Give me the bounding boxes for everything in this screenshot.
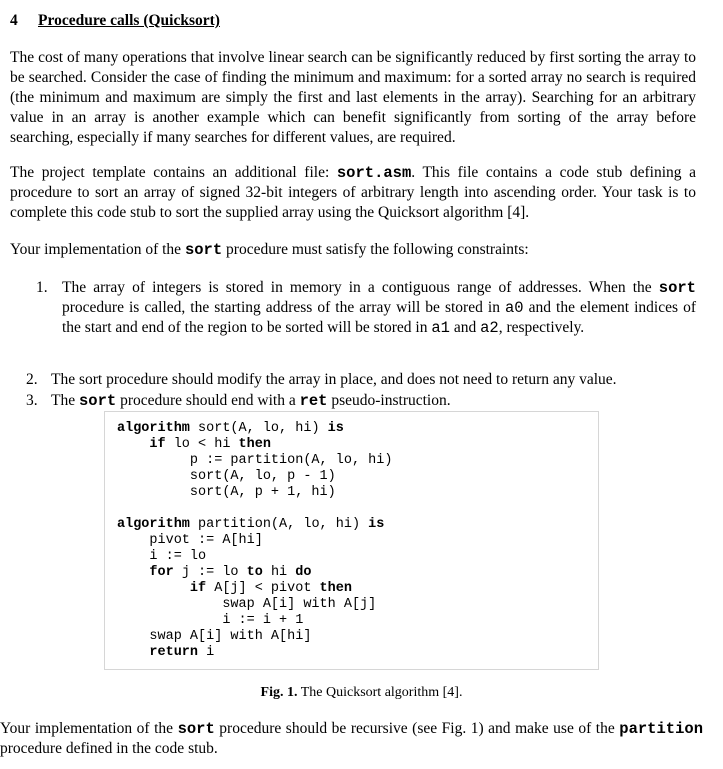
code-line: [117, 581, 392, 597]
code-text: [117, 645, 149, 660]
code-text: i := lo: [117, 549, 207, 564]
inline-code: a1: [431, 319, 450, 337]
code-line: [117, 613, 392, 629]
paragraph-template-text-2: . This file contains a code stub defining a procedure to sort an array of signed 32-bit integers of arbitrary length into ascending order. Your task is to complete this code stub to sort the supplied array using the Quicksort algorithm [4].: [10, 164, 696, 221]
code-text: i: [198, 645, 215, 660]
list-item-text: and the element indices of the start and end of the region to be sorted will be stored in: [62, 299, 696, 336]
code-keyword: then: [238, 437, 271, 452]
list-item-text: pseudo-instruction.: [327, 392, 451, 409]
list-item-text: procedure should end with a: [116, 392, 300, 409]
code-line: [117, 597, 392, 613]
paragraph-constraints-intro: [10, 240, 696, 260]
code-keyword: return: [149, 645, 199, 660]
code-text: p := partition(A, lo, hi): [117, 453, 393, 468]
code-keyword: to: [246, 565, 263, 580]
code-text: [117, 581, 190, 596]
list-item-text: and: [449, 319, 481, 336]
inline-code: sort: [78, 392, 117, 410]
code-text: swap A[i] with A[hi]: [117, 629, 312, 644]
code-text: sort(A, lo, p - 1): [117, 469, 336, 484]
list-item-text: procedure is called, the starting address of the array will be stored in: [62, 299, 505, 316]
list-item-text: The array of integers is stored in memory in a contiguous range of addresses. When the: [62, 279, 659, 296]
code-figure: [104, 411, 599, 670]
final-text: procedure should be recursive (see Fig. 1) and make use of the: [214, 720, 620, 737]
filename-code: sort.asm: [336, 164, 412, 182]
section-number: 4: [10, 12, 18, 29]
sort-code: sort: [184, 241, 223, 259]
paragraph-intro-text: The cost of many operations that involve linear search can be significantly reduced by first sorting the array to be searched. Consider the case of finding the minimum and maximum: for a sorted array no search is required (the minimum and maximum are simply the first and last elements in the array). Searching for an arbitrary value in an array is another example which can benefit significantly from sorting of the array before searching, especially if many searches for different values, are required.: [10, 49, 696, 146]
list-item-text: , respectively.: [498, 319, 585, 336]
list-marker: 1.: [36, 279, 48, 296]
caption-label: Fig. 1.: [260, 685, 298, 700]
paragraph-template-text: The project template contains an additional file:: [10, 164, 337, 181]
code-text: pivot := A[hi]: [117, 533, 263, 548]
code-line: [117, 549, 392, 565]
inline-code: sort: [658, 279, 696, 297]
pseudocode-block: [117, 421, 392, 661]
code-text: sort(A, lo, hi): [189, 421, 328, 436]
code-keyword: algorithm: [117, 517, 190, 532]
code-line: [117, 517, 392, 533]
code-line: [117, 421, 392, 437]
code-keyword: is: [368, 517, 385, 532]
code-line: [117, 501, 392, 517]
paragraph-final: [0, 719, 703, 759]
code-text: hi: [262, 565, 296, 580]
paragraph-intro: [10, 48, 696, 148]
paragraph-template: [10, 163, 696, 223]
final-text: procedure defined in the code stub.: [0, 740, 218, 757]
code-text: [117, 437, 149, 452]
inline-code: ret: [299, 392, 328, 410]
section-title: Procedure calls (Quicksort): [38, 12, 220, 29]
caption-text: The Quicksort algorithm [4].: [297, 685, 463, 700]
code-text: partition(A, lo, hi): [189, 517, 369, 532]
list-marker: 3.: [26, 392, 38, 409]
figure-caption: [0, 683, 723, 703]
list-item-text: The: [51, 392, 79, 409]
code-line: [117, 437, 392, 453]
code-keyword: for: [149, 565, 174, 580]
code-text: sort(A, p + 1, hi): [117, 485, 336, 500]
code-keyword: if: [189, 581, 207, 596]
list-item-text: The sort procedure should modify the array in place, and does not need to return any value.: [51, 371, 617, 388]
inline-code: sort: [177, 720, 215, 738]
code-text: [117, 565, 149, 580]
code-line: [117, 629, 392, 645]
code-text: lo < hi: [165, 437, 239, 452]
code-keyword: if: [149, 437, 166, 452]
constraints-intro-text: Your implementation of the: [10, 241, 185, 258]
code-text: j := lo: [173, 565, 247, 580]
code-text: i := i + 1: [117, 613, 304, 628]
inline-code: partition: [619, 720, 703, 738]
section-heading: [10, 11, 220, 31]
code-text: swap A[i] with A[j]: [117, 597, 377, 612]
inline-code: a2: [480, 319, 499, 337]
final-text: Your implementation of the: [0, 720, 178, 737]
list-marker: 2.: [26, 371, 38, 388]
code-line: [117, 533, 392, 549]
code-line: [117, 485, 392, 501]
code-keyword: algorithm: [117, 421, 190, 436]
code-text: A[j] < pivot: [206, 581, 320, 596]
constraints-intro-text-2: procedure must satisfy the following constraints:: [222, 241, 529, 258]
code-line: [117, 469, 392, 485]
code-line: [117, 453, 392, 469]
code-keyword: then: [319, 581, 352, 596]
code-line: [117, 565, 392, 581]
code-keyword: do: [295, 565, 312, 580]
code-line: [117, 645, 392, 661]
code-keyword: is: [327, 421, 344, 436]
inline-code: a0: [504, 299, 524, 317]
